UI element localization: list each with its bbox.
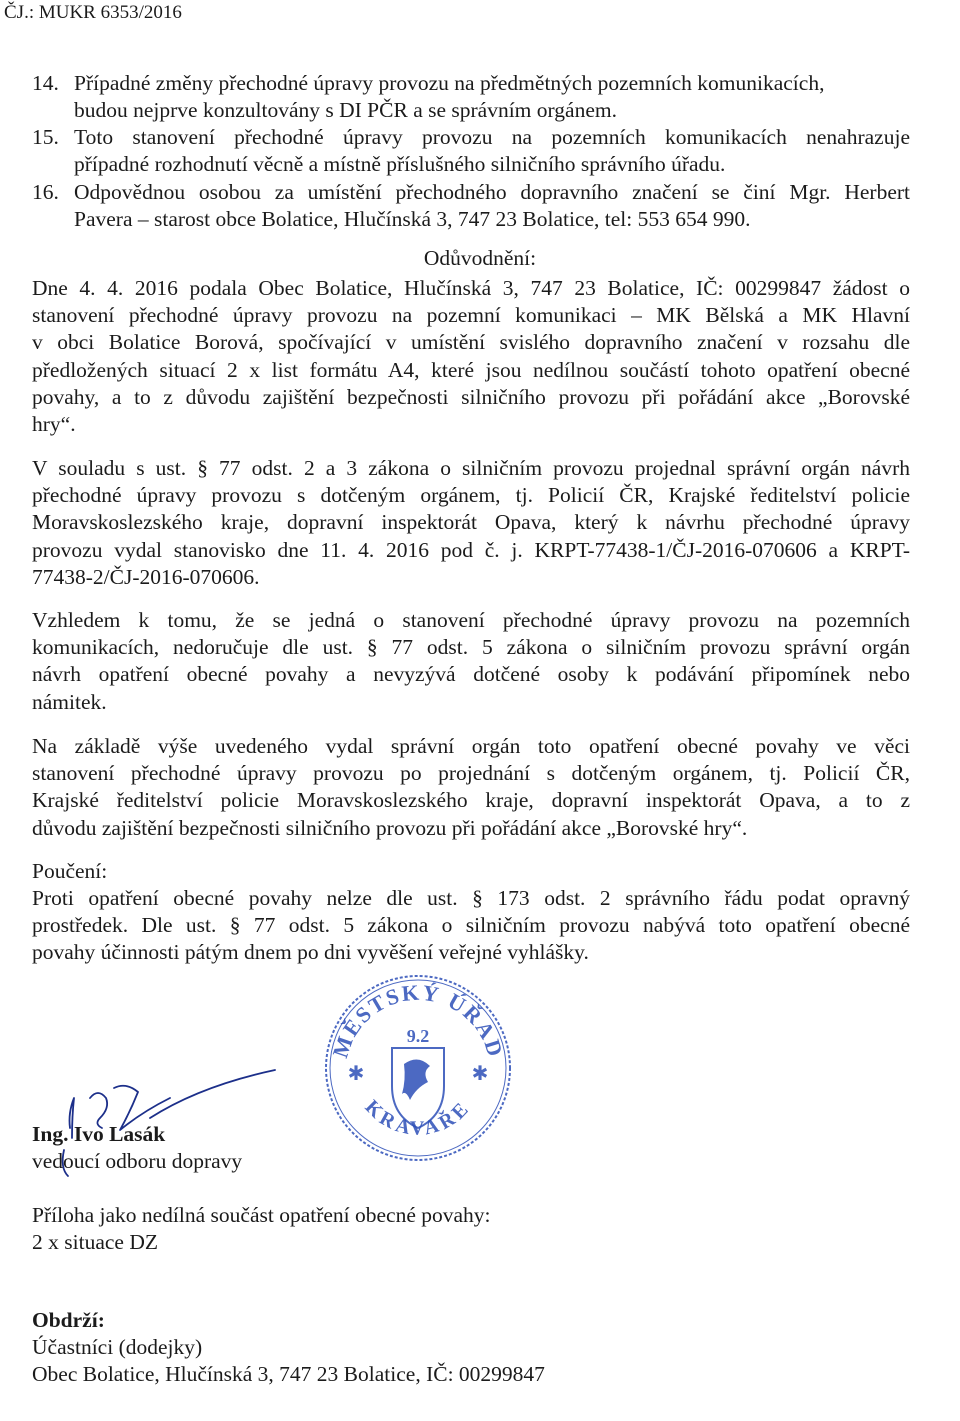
star-icon: ✱ <box>471 1063 489 1085</box>
instruction-line: prostředek. Dle ust. § 77 odst. 5 zákona o silničním provozu nabývá toto opatření obecné <box>32 913 910 937</box>
reasoning-p1-line: stanovení přechodné úpravy provozu na pozemní komunikaci – MK Bělská a MK Hlavní <box>32 303 910 327</box>
item-14-line-1 <box>32 70 824 97</box>
star-icon: ✱ <box>347 1063 365 1085</box>
instruction-line: povahy účinnosti pátým dnem po dni vyvěšení veřejné vyhlášky. <box>32 940 589 964</box>
reference-number: ČJ.: MUKR 6353/2016 <box>4 2 182 23</box>
office-stamp <box>318 968 518 1168</box>
reasoning-p3-line: návrh opatření obecné povahy a nevyzývá dotčené osoby k podávání připomínek nebo <box>32 662 910 686</box>
attachment-value: 2 x situace DZ <box>32 1230 158 1254</box>
stamp-number: 9.2 <box>406 1026 430 1046</box>
item-number: 15. <box>32 125 59 149</box>
reasoning-p3-line: námitek. <box>32 690 107 714</box>
item-number: 16. <box>32 180 59 204</box>
reasoning-p1-line: v obci Bolatice Borová, spočívající v umístění svislého dopravního značení v rozsahu dle <box>32 330 910 354</box>
reasoning-p1-line: předložených situací 2 x list formátu A4, které jsou nedílnou součástí tohoto opatření obecné <box>32 358 910 382</box>
reasoning-p4-line: Na základě výše uvedeného vydal správní orgán toto opatření obecné povahy ve věci <box>32 734 910 758</box>
instruction-line: Proti opatření obecné povahy nelze dle ust. § 173 odst. 2 správního řádu podat opravný <box>32 886 910 910</box>
reasoning-p4-line: stanovení přechodné úpravy provozu po projednání s dotčeným orgánem, tj. Policií ČR, <box>32 761 910 785</box>
item-14-line-2: budou nejprve konzultovány s DI PČR a se správním orgánem. <box>74 98 617 122</box>
reasoning-p4-line: důvodu zajištění bezpečnosti silničního provozu při pořádání akce „Borovské hry“. <box>32 816 748 840</box>
item-number: 14. <box>32 71 59 95</box>
reasoning-p3-line: komunikacích, nedoručuje dle ust. § 77 odst. 5 zákona o silničním provozu správní orgán <box>32 635 910 659</box>
signatory-name: Ing. Ivo Lasák <box>32 1122 166 1146</box>
item-16-line-1 <box>32 179 910 206</box>
reasoning-p3-line: Vzhledem k tomu, že se jedná o stanovení přechodné úpravy provozu na pozemních <box>32 608 910 632</box>
stamp-bottom-text: KRAVAŘE <box>360 1095 476 1140</box>
reasoning-p4-line: Krajské ředitelství policie Moravskoslezského kraje, dopravní inspektorát Opava, a to z <box>32 788 910 812</box>
reasoning-p2-line: V souladu s ust. § 77 odst. 2 a 3 zákona o silničním provozu projednal správní orgán návrh <box>32 456 910 480</box>
reasoning-p2-line: přechodné úpravy provozu s dotčeným orgánem, tj. Policií ČR, Krajské ředitelství policie <box>32 483 910 507</box>
reasoning-heading: Odůvodnění: <box>423 246 537 270</box>
reasoning-p1-line: povahy, a to z důvodu zajištění bezpečnosti silničního provozu při pořádání akce „Borovské <box>32 385 910 409</box>
reasoning-p2-line: 77438-2/ČJ-2016-070606. <box>32 565 260 589</box>
reasoning-p1-line: hry“. <box>32 412 76 436</box>
stamp-top-text: MĚSTSKÝ ÚŘAD <box>327 979 509 1061</box>
instruction-heading: Poučení: <box>32 859 108 883</box>
item-15-line-1 <box>32 124 910 151</box>
item-text: Toto stanovení přechodné úpravy provozu na pozemních komunikacích nenahrazuje <box>74 125 910 149</box>
recipients-line: Obec Bolatice, Hlučínská 3, 747 23 Bolatice, IČ: 00299847 <box>32 1362 545 1386</box>
recipients-heading: Obdrží: <box>32 1308 105 1332</box>
item-text: Případné změny přechodné úpravy provozu na předmětných pozemních komunikacích, <box>74 71 825 95</box>
attachment-label: Příloha jako nedílná součást opatření obecné povahy: <box>32 1203 491 1227</box>
item-15-line-2: případné rozhodnutí věcně a místně příslušného silničního správního úřadu. <box>74 152 726 176</box>
reasoning-p2-line: provozu vydal stanovisko dne 11. 4. 2016 pod č. j. KRPT-77438-1/ČJ-2016-070606 a KRPT- <box>32 538 910 562</box>
recipients-line: Účastníci (dodejky) <box>32 1335 203 1359</box>
item-16-line-2: Pavera – starost obce Bolatice, Hlučínská 3, 747 23 Bolatice, tel: 553 654 990. <box>74 207 751 231</box>
reasoning-p1-line: Dne 4. 4. 2016 podala Obec Bolatice, Hlučínská 3, 747 23 Bolatice, IČ: 00299847 žádost o <box>32 276 910 300</box>
item-text: Odpovědnou osobou za umístění přechodného dopravního značení se činí Mgr. Herbert <box>74 180 910 204</box>
signatory-title: vedoucí odboru dopravy <box>32 1149 243 1173</box>
lion-icon <box>402 1059 430 1100</box>
svg-text:KRAVAŘE <box>361 1096 476 1140</box>
reasoning-p2-line: Moravskoslezského kraje, dopravní inspektorát Opava, který k návrhu přechodné úpravy <box>32 510 910 534</box>
